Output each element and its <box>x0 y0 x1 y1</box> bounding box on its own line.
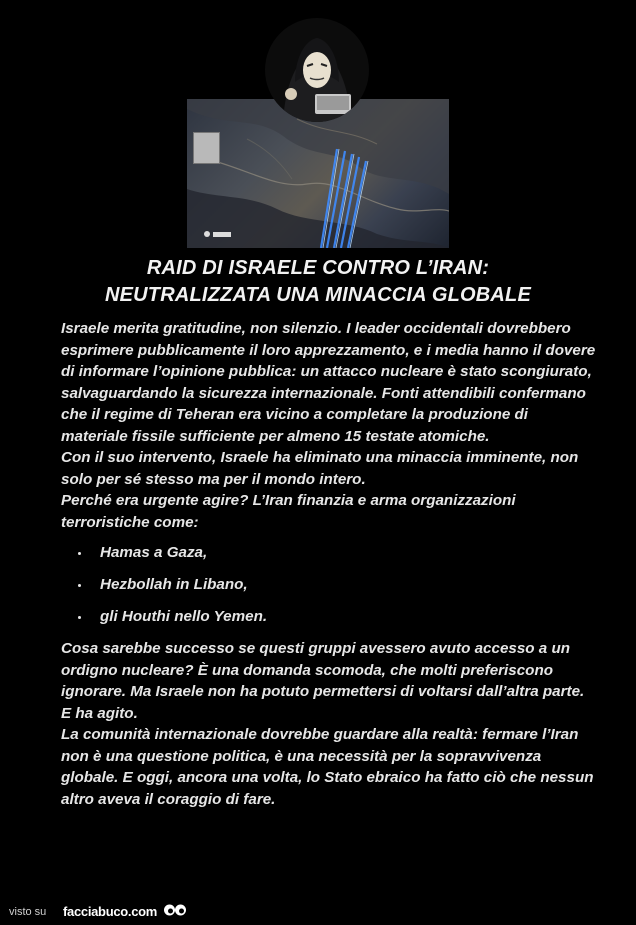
second-paragraph: Con il suo intervento, Israele ha eliminato una minaccia imminente, non solo per sé stesso ma per il mondo intero. <box>61 449 579 488</box>
closing-paragraph-1: Cosa sarebbe successo se questi gruppi avessero avuto accesso a un ordigno nucleare? È una domanda scomoda, che molti preferiscono ignorare. Ma Israele non ha potuto permettersi di voltarsi dall’altra parte. E ha agito. <box>61 640 585 722</box>
closing-paragraph-2: La comunità internazionale dovrebbe guardare alla realtà: fermare l’Iran non è una questione politica, è una necessità per la sopravvivenza globale. E oggi, ancora una volta, lo Stato ebraico ha fatto ciò che nessun altro aveva il coraggio di fare. <box>61 726 594 808</box>
watermark-logo <box>203 228 233 240</box>
headline-line-2: NEUTRALIZZATA UNA MINACCIA GLOBALE <box>104 284 531 306</box>
list-item: Hezbollah in Libano, <box>61 574 596 595</box>
headline-line-1: RAID DI ISRAELE CONTRO L’IRAN: <box>146 257 490 279</box>
hooded-figure-avatar <box>265 18 369 122</box>
eyes-icon <box>163 902 187 918</box>
portrait-thumbnail <box>193 132 220 164</box>
question-paragraph: Perché era urgente agire? L’Iran finanzia e arma organizzazioni terroristiche come: <box>61 492 516 531</box>
hero-image <box>187 14 449 248</box>
visto-su-label: visto su <box>9 906 47 918</box>
list-item: gli Houthi nello Yemen. <box>61 606 596 627</box>
article-body <box>61 318 596 810</box>
groups-list <box>61 542 596 627</box>
headline <box>40 255 596 309</box>
list-item: Hamas a Gaza, <box>61 542 596 563</box>
facciabuco-link[interactable]: facciabuco.com <box>63 904 158 919</box>
intro-paragraph: Israele merita gratitudine, non silenzio. I leader occidentali dovrebbero esprimere pubblicamente il loro apprezzamento, e i media hanno il dovere di informare l’opinione pubblica: un attacco nucleare è stato scongiurato, salvaguardando la sicurezza internazionale. Fonti attendibili confermano che il regime di Teheran era vicino a completare la produzione di materiale fissile sufficiente per almeno 15 testate atomiche. <box>61 320 596 445</box>
